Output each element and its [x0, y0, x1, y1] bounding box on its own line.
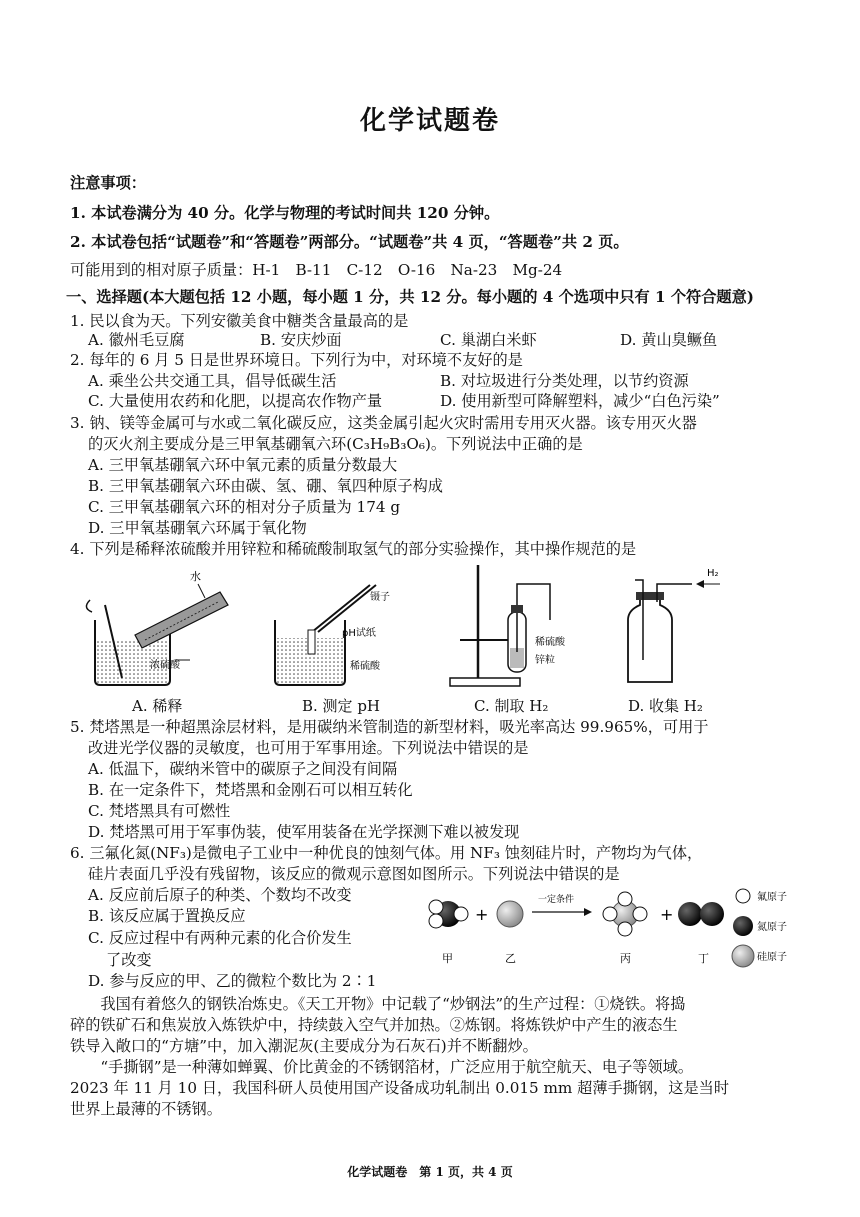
q6-reaction-diagram	[420, 880, 800, 970]
q4-apparatus-figure	[80, 560, 720, 690]
q1-option-b: B. 安庆炒面	[260, 331, 342, 349]
notes-heading: 注意事项：	[70, 174, 146, 192]
atom-yi	[497, 901, 523, 927]
legend-silicon-icon	[732, 945, 754, 967]
q1-stem: 1. 民以食为天。下列安徽美食中糖类含量最高的是	[70, 312, 409, 330]
q6-option-a: A. 反应前后原子的种类、个数均不改变	[88, 886, 352, 904]
q6-stem-line2: 硅片表面几乎没有残留物，该反应的微观示意图如图所示。下列说法中错误的是	[88, 865, 620, 883]
q2-option-d: D. 使用新型可降解塑料，减少“白色污染”	[440, 392, 720, 410]
passage-1-line1: 我国有着悠久的钢铁冶炼史。《天工开物》中记载了“炒钢法”的生产过程：①烧铁。将捣	[70, 995, 686, 1013]
label-yi: 乙	[505, 952, 516, 965]
q4-option-d: D. 收集 H₂	[628, 697, 703, 715]
atomic-masses: 可能用到的相对原子质量：H-1 B-11 C-12 O-16 Na-23 Mg-24	[70, 261, 563, 279]
q3-option-b: B. 三甲氧基硼氧六环由碳、氢、硼、氧四种原子构成	[88, 477, 443, 495]
label-ph-paper: pH试纸	[342, 628, 376, 639]
passage-2-line3: 世界上最薄的不锈钢。	[70, 1100, 222, 1118]
q5-option-b: B. 在一定条件下，梵塔黑和金刚石可以相互转化	[88, 781, 413, 799]
q4-option-c: C. 制取 H₂	[474, 697, 549, 715]
passage-2-line2: 2023 年 11 月 10 日，我国科研人员使用国产设备成功轧制出 0.015 mm 超薄手撕钢，这是当时	[70, 1079, 730, 1097]
page-title: 化学试题卷	[359, 106, 500, 136]
label-water: 水	[190, 570, 201, 583]
q6-option-c-line1: C. 反应过程中有两种元素的化合价发生	[88, 929, 352, 947]
q2-option-b: B. 对垃圾进行分类处理，以节约资源	[440, 372, 689, 390]
q5-option-a: A. 低温下，碳纳米管中的碳原子之间没有间隔	[88, 760, 398, 778]
bottle-d	[628, 580, 720, 682]
label-tweezers: 镊子	[370, 592, 390, 603]
q6-option-d: D. 参与反应的甲、乙的微粒个数比为 2∶1	[88, 972, 377, 990]
svg-text:+: +	[660, 905, 674, 924]
label-concentrated-acid: 浓硫酸	[150, 660, 180, 671]
legend-fluorine: 氟原子	[757, 892, 787, 903]
q3-option-a: A. 三甲氧基硼氧六环中氧元素的质量分数最大	[88, 456, 398, 474]
legend-silicon: 硅原子	[757, 952, 787, 963]
legend-nitrogen-icon	[733, 916, 753, 936]
molecule-jia	[429, 900, 468, 928]
label-bing: 丙	[620, 952, 631, 965]
q6-stem-line1: 6. 三氟化氮(NF₃)是微电子工业中一种优良的蚀刻气体。用 NF₃ 蚀刻硅片时，产物均为气体，	[70, 844, 703, 862]
stand-c	[450, 565, 550, 686]
passage-1-line3: 铁导入敞口的“方塘”中，加入潮泥灰(主要成分为石灰石)并不断翻炒。	[70, 1037, 538, 1055]
q1-option-d: D. 黄山臭鳜鱼	[620, 331, 718, 349]
q5-stem-line1: 5. 梵塔黑是一种超黑涂层材料，是用碳纳米管制造的新型材料，吸光率高达 99.965%，可用于	[70, 718, 709, 736]
note-1: 1. 本试卷满分为 40 分。化学与物理的考试时间共 120 分钟。	[70, 204, 500, 222]
q5-stem-line2: 改进光学仪器的灵敏度，也可用于军事用途。下列说法中错误的是	[88, 739, 529, 757]
q5-option-d: D. 梵塔黑可用于军事伪装，使军用装备在光学探测下难以被发现	[88, 823, 520, 841]
passage-2-line1: “手撕钢”是一种薄如蝉翼、价比黄金的不锈钢箔材，广泛应用于航空航天、电子等领域。	[70, 1058, 694, 1076]
q3-stem-line2: 的灭火剂主要成分是三甲氧基硼氧六环(C₃H₉B₃O₆)。下列说法中正确的是	[88, 435, 583, 453]
q6-option-b: B. 该反应属于置换反应	[88, 907, 246, 925]
label-dilute-acid-c: 稀硫酸	[535, 637, 565, 648]
q1-option-a: A. 徽州毛豆腐	[88, 331, 185, 349]
q6-option-c-line2: 了改变	[106, 951, 152, 969]
molecule-bing	[603, 892, 647, 936]
molecule-ding	[678, 902, 724, 926]
q2-option-a: A. 乘坐公共交通工具，倡导低碳生活	[88, 372, 337, 390]
q3-stem-line1: 3. 钠、镁等金属可与水或二氧化碳反应，这类金属引起火灾时需用专用灭火器。该专用灭火器	[70, 414, 697, 432]
label-dilute-acid-b: 稀硫酸	[350, 661, 380, 672]
label-ding: 丁	[698, 952, 709, 965]
svg-text:+: +	[475, 905, 489, 924]
q4-option-a: A. 稀释	[132, 697, 183, 715]
page-footer: 化学试题卷 第 1 页，共 4 页	[347, 1165, 513, 1179]
q3-option-d: D. 三甲氧基硼氧六环属于氧化物	[88, 519, 307, 537]
q2-option-c: C. 大量使用农药和化肥，以提高农作物产量	[88, 392, 383, 410]
label-jia: 甲	[442, 952, 453, 965]
label-zinc: 锌粒	[535, 655, 555, 666]
q4-option-b: B. 测定 pH	[302, 697, 381, 715]
note-2: 2. 本试卷包括“试题卷”和“答题卷”两部分。“试题卷”共 4 页，“答题卷”共 2 页。	[70, 233, 629, 251]
q2-stem: 2. 每年的 6 月 5 日是世界环境日。下列行为中，对环境不友好的是	[70, 351, 523, 369]
q1-option-c: C. 巢湖白米虾	[440, 331, 537, 349]
legend-nitrogen: 氮原子	[757, 922, 787, 933]
q3-option-c: C. 三甲氧基硼氧六环的相对分子质量为 174 g	[88, 498, 401, 516]
label-h2-arrow: H₂	[707, 568, 719, 579]
reaction-condition: 一定条件	[538, 895, 575, 905]
section-heading: 一、选择题(本大题包括 12 小题，每小题 1 分，共 12 分。每小题的 4 个选项中只有 1 个符合题意)	[66, 288, 754, 306]
q5-option-c: C. 梵塔黑具有可燃性	[88, 802, 231, 820]
passage-1-line2: 碎的铁矿石和焦炭放入炼铁炉中，持续鼓入空气并加热。②炼钢。将炼铁炉中产生的液态生	[70, 1016, 678, 1034]
q4-stem: 4. 下列是稀释浓硫酸并用锌粒和稀硫酸制取氢气的部分实验操作，其中操作规范的是	[70, 540, 637, 558]
legend-fluorine-icon	[736, 889, 750, 903]
